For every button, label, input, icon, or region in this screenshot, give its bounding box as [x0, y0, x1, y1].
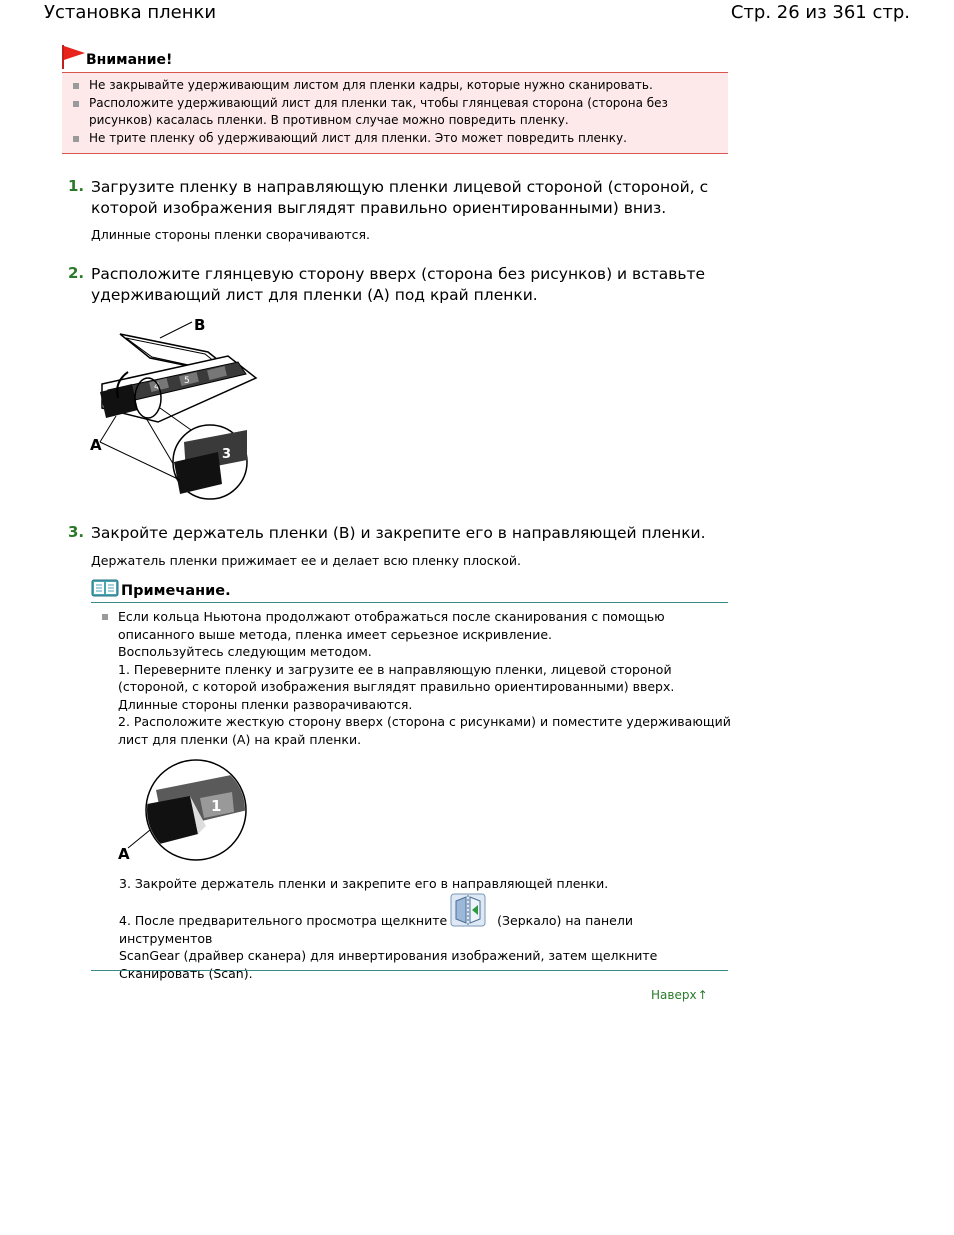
caution-item: Не трите пленку об удерживающий лист для пленки. Это может повредить пленку.	[72, 130, 720, 148]
note-label: Примечание.	[121, 583, 231, 599]
step-1	[68, 177, 728, 243]
bullet-icon	[73, 136, 79, 142]
retaining-sheet-illustration	[116, 756, 251, 864]
page-header	[0, 0, 954, 30]
note-step-3: 3. Закройте держатель пленки и закрепите его в направляющей пленки.	[119, 876, 609, 891]
step-text: Загрузите пленку в направляющую пленки лицевой стороной (стороной, с которой изображения выглядят правильно ориентированными) вниз.	[91, 178, 709, 217]
back-to-top-link[interactable]: Наверх↑	[651, 988, 708, 1002]
figure-label-a: A	[118, 845, 130, 863]
frame-label: 1	[211, 797, 222, 815]
note-item: Если кольца Ньютона продолжают отображаться после сканирования с помощью описанного выше метода, пленка имеет серьезное искривление. Воспользуйтесь следующим методом. 1. Переверните пленку и загрузите ее в направляющую пленки, лицевой стороной (стороной, с которой изображения выглядят правильно ориентированными) вверх. Длинные стороны пленки разворачиваются. 2. Расположите жесткую сторону вверх (сторона с рисунками) и поместите удерживающий лист для пленки (A) на край пленки.	[101, 608, 724, 748]
book-icon	[91, 578, 119, 598]
step-number: 1.	[68, 177, 85, 195]
step-subtext: Длинные стороны пленки сворачиваются.	[91, 227, 371, 242]
step-2	[68, 264, 728, 305]
bullet-icon	[102, 614, 108, 620]
frame-label: 5	[184, 376, 190, 386]
figure-label-b: B	[194, 316, 206, 334]
caution-box	[62, 44, 728, 154]
red-flag-icon	[62, 44, 86, 70]
step-subtext: Держатель пленки прижимает ее и делает всю пленку плоской.	[91, 552, 521, 568]
step-number: 3.	[68, 523, 85, 541]
mirror-icon	[450, 893, 486, 927]
note-box	[91, 578, 731, 748]
step-text: Закройте держатель пленки (B) и закрепите его в направляющей пленки.	[91, 524, 706, 542]
bullet-icon	[73, 83, 79, 89]
caution-content	[62, 73, 728, 154]
page-title: Установка пленки	[44, 2, 217, 23]
page-counter: Стр. 26 из 361 стр.	[730, 2, 910, 23]
bullet-icon	[73, 101, 79, 107]
frame-label: 3	[222, 447, 232, 462]
frame-label: 4	[154, 382, 160, 392]
caution-item: Не закрывайте удерживающим листом для пленки кадры, которые нужно сканировать.	[72, 77, 720, 95]
arrow-up-icon: ↑	[697, 988, 708, 1002]
step-3	[68, 523, 728, 569]
caution-header	[62, 44, 728, 73]
note-bottom-rule	[91, 970, 728, 971]
step-number: 2.	[68, 264, 85, 282]
step-text: Расположите глянцевую сторону вверх (сторона без рисунков) и вставьте удерживающий лист для пленки (A) под край пленки.	[91, 265, 706, 304]
caution-label: Внимание!	[86, 52, 173, 68]
note-step-4: 4. После предварительного просмотра щелкните (Зеркало) на панели инструментов ScanGear (драйвер сканера) для инвертирования изображений, затем щелкните Сканировать (Scan).	[119, 913, 658, 981]
note-header	[91, 578, 728, 603]
note-content	[91, 603, 731, 748]
caution-item: Расположите удерживающий лист для пленки так, чтобы глянцевая сторона (сторона без рисунков) касалась пленки. В противном случае можно повредить пленку.	[72, 95, 720, 130]
film-holder-illustration	[88, 312, 263, 507]
figure-label-a: A	[90, 436, 102, 454]
